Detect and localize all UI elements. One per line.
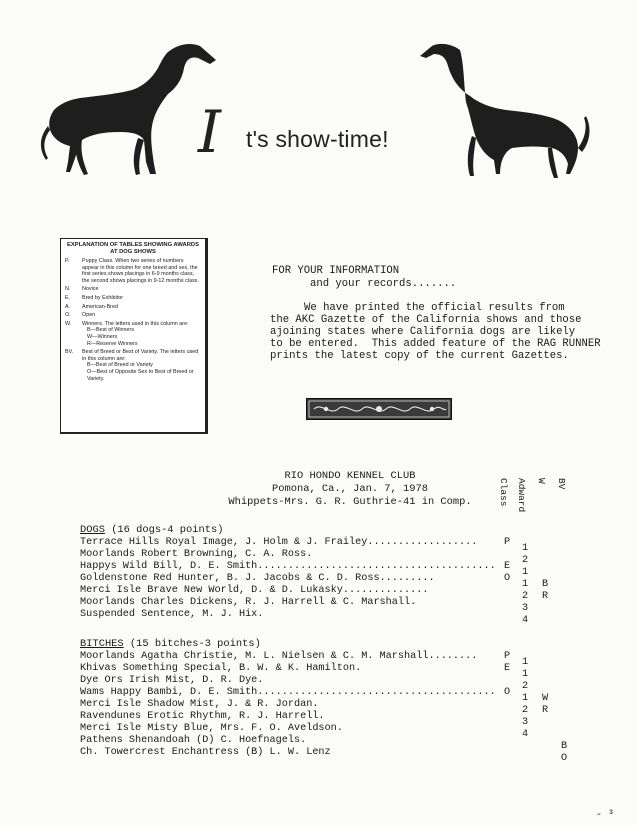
info-paragraph-line: ajoining states where California dogs are likely: [270, 326, 576, 338]
explanation-text: American-Bred: [82, 303, 118, 310]
result-class: P: [503, 537, 511, 548]
explanation-item: [65, 295, 201, 302]
explanation-subitem: B—Best of Breed or Variety: [87, 362, 153, 369]
info-paragraph-line: the AKC Gazette of the California shows and those: [270, 314, 582, 326]
result-award: 4: [521, 729, 529, 740]
result-class: O: [503, 687, 511, 698]
whippet-illustration-right: [420, 30, 590, 190]
winners-column-header: W: [536, 478, 547, 484]
result-entry: Khivas Something Special, B. W. & K. Hamilton.: [80, 663, 362, 674]
result-award: 3: [521, 603, 529, 614]
result-award: 1: [521, 669, 529, 680]
result-award: 1: [521, 693, 529, 704]
result-bv: B: [560, 741, 568, 752]
result-award: 2: [521, 591, 529, 602]
result-w: W: [541, 693, 549, 704]
result-entry: Pathens Shenandoah (D) C. Hoefnagels.: [80, 735, 307, 746]
result-entry: Dye Ors Irish Mist, D. R. Dye.: [80, 675, 264, 686]
judge-line: Whippets-Mrs. G. R. Guthrie-41 in Comp.: [228, 496, 472, 508]
explanation-key: E.: [65, 294, 71, 301]
dogs-note: (16 dogs-4 points): [104, 524, 224, 536]
result-entry: Moorlands Robert Browning, C. A. Ross.: [80, 549, 313, 560]
result-award: 1: [521, 579, 529, 590]
show-location: Pomona, Ca., Jan. 7, 1978: [272, 483, 428, 495]
page-mark: - ³: [596, 810, 615, 821]
result-award: 2: [521, 705, 529, 716]
result-entry: Moorlands Charles Dickens, R. J. Harrell & C. Marshall.: [80, 597, 417, 608]
explanation-item: [65, 349, 201, 362]
result-entry: Moorlands Agatha Christie, M. L. Nielsen & C. M. Marshall........: [80, 651, 478, 662]
explanation-item: [65, 312, 201, 319]
class-column-header: Class: [498, 478, 509, 507]
info-heading: FOR YOUR INFORMATION: [272, 265, 400, 277]
info-paragraph-line: prints the latest copy of the current Gazettes.: [270, 350, 569, 362]
explanation-text: Best of Breed or Best of Variety. The letters used in this column are:: [82, 349, 199, 362]
dogs-heading: DOGS: [80, 524, 105, 536]
result-entry: Happys Wild Bill, D. E. Smith.......................................: [80, 561, 496, 572]
explanation-key: P.: [65, 258, 70, 264]
result-award: 1: [521, 567, 529, 578]
explanation-item: [65, 286, 201, 293]
explanation-text: Open: [82, 312, 96, 319]
result-award: 2: [521, 555, 529, 566]
result-entry: Merci Isle Misty Blue, Mrs. F. O. Aveldson.: [80, 723, 343, 734]
dogs-section-heading: [80, 524, 223, 536]
award-column-header: Adward: [516, 478, 527, 513]
explanation-key: O.: [65, 312, 71, 319]
info-paragraph-line: to be entered. This added feature of the RAG RUNNER: [270, 338, 601, 350]
result-entry: Goldenstone Red Hunter, B. J. Jacobs & C. D. Ross.........: [80, 573, 435, 584]
result-w: B: [541, 579, 549, 590]
result-entry: Ravendunes Erotic Rhythm, R. J. Harrell.: [80, 711, 325, 722]
result-award: 4: [521, 615, 529, 626]
result-entry: Merci Isle Brave New World, D. & D. Lukasky..............: [80, 585, 429, 596]
result-w: R: [541, 705, 549, 716]
bitches-section-heading: [80, 638, 261, 650]
result-entry: Ch. Towercrest Enchantress (B) L. W. Lenz: [80, 747, 331, 758]
result-class: P: [503, 651, 511, 662]
result-award: 1: [521, 657, 529, 668]
explanation-subitem: B—Best of Winners: [87, 327, 135, 334]
explanation-key: W.: [65, 320, 72, 327]
explanation-item: [65, 258, 201, 284]
explanation-key: N.: [65, 286, 71, 293]
explanation-text: Puppy Class. When two series of numbers appear in this column for one breed and sex, the first series shows placings in 6-9 months class, the second shows placings in 9-12 months class.: [82, 258, 199, 284]
result-class: E: [503, 561, 511, 572]
bitches-heading: BITCHES: [80, 638, 124, 650]
result-bv: O: [560, 753, 568, 764]
explanation-text: Winners. The letters used in this column are:: [82, 320, 189, 327]
title-text: t's show-time!: [246, 126, 389, 152]
show-time-title: [198, 98, 428, 166]
explanation-subitem: O—Best of Opposite Sex to Best of Breed or Variety.: [87, 368, 194, 382]
explanation-text: Novice: [82, 286, 99, 293]
result-award: 3: [521, 717, 529, 728]
bitches-note: (15 bitches-3 points): [123, 638, 261, 650]
explanation-key: BV.: [65, 349, 74, 356]
explanation-key: A.: [65, 303, 71, 310]
result-class: E: [503, 663, 511, 674]
result-award: 2: [521, 681, 529, 692]
bv-column-header: BV: [556, 478, 567, 490]
explanation-title: EXPLANATION OF TABLES SHOWING AWARDS AT DOG SHOWS: [67, 242, 199, 255]
club-name: RIO HONDO KENNEL CLUB: [284, 470, 416, 482]
result-entry: Wams Happy Bambi, D. E. Smith.......................................: [80, 687, 496, 698]
result-award: 1: [521, 543, 529, 554]
explanation-subitem: W—Winners: [87, 333, 118, 340]
info-paragraph-line: We have printed the official results from: [304, 302, 565, 314]
title-initial: I: [198, 98, 221, 166]
explanation-subitem: R—Reserve Winners: [87, 340, 138, 347]
explanation-text: Bred by Exhibitor: [82, 294, 124, 301]
whippet-illustration-left: [40, 22, 220, 192]
result-entry: Terrace Hills Royal Image, J. Holm & J. Frailey..................: [80, 537, 478, 548]
explanation-box: [60, 238, 208, 434]
explanation-item: [65, 321, 201, 328]
decorative-ornament: [306, 398, 452, 420]
result-entry: Merci Isle Shadow Mist, J. & R. Jordan.: [80, 699, 319, 710]
result-w: R: [541, 591, 549, 602]
result-class: O: [503, 573, 511, 584]
result-entry: Suspended Sentence, M. J. Hix.: [80, 609, 264, 620]
explanation-item: [65, 304, 201, 311]
info-subheading: and your records.......: [310, 278, 457, 290]
